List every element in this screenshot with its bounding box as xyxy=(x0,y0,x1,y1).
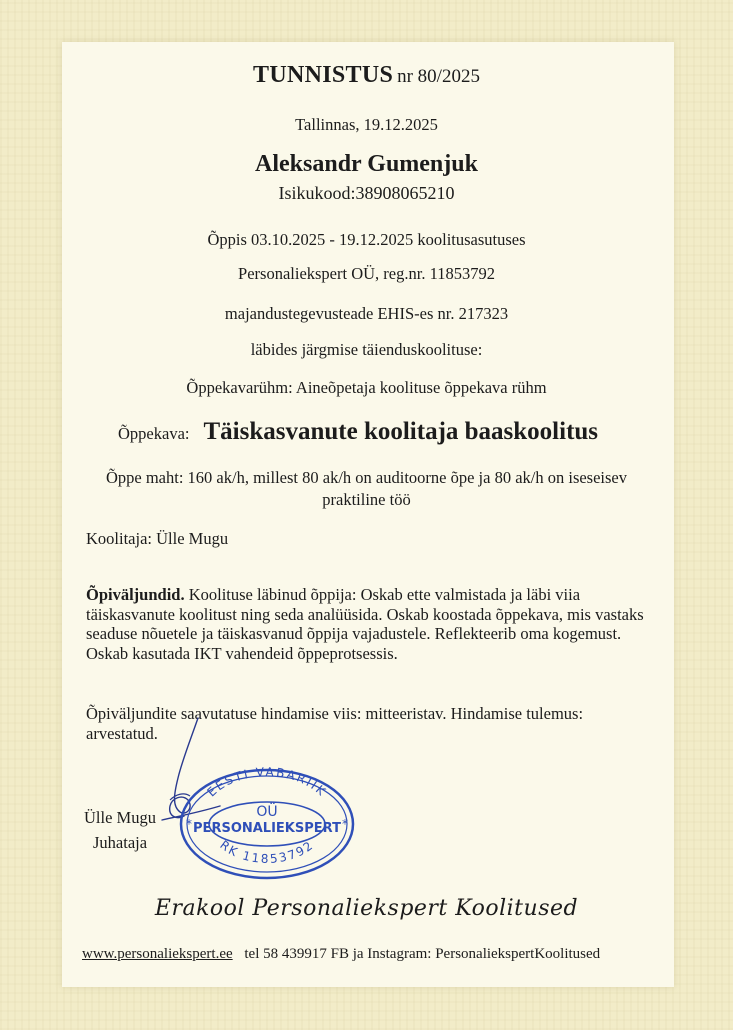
ehis-license: majandustegevusteade EHIS-es nr. 217323 xyxy=(224,304,509,323)
stamp-company-type: OÜ xyxy=(256,804,278,820)
trainer: Koolitaja: Ülle Mugu xyxy=(86,529,229,548)
school-brand: Erakool Personaliekspert Koolitused xyxy=(154,896,579,921)
svg-text:*: * xyxy=(342,817,348,831)
volume-line-1: Õppe maht: 160 ak/h, millest 80 ak/h on auditoorne õpe ja 80 ak/h on iseseisev xyxy=(105,468,628,487)
certificate-title: TUNNISTUS xyxy=(253,62,394,88)
personal-id-code: Isikukood:38908065210 xyxy=(278,183,455,203)
svg-text:EESTI VABARIIK xyxy=(204,765,329,800)
study-period: Õppis 03.10.2025 - 19.12.2025 koolitusasutuses xyxy=(207,230,526,249)
stamp-top-text: EESTI VABARIIK xyxy=(204,764,330,800)
signer-role: Juhataja xyxy=(93,833,148,852)
stamp-bottom-text: RK 11853792 xyxy=(217,837,317,866)
institution: Personaliekspert OÜ, reg.nr. 11853792 xyxy=(238,264,495,283)
svg-text:*: * xyxy=(186,817,192,831)
place-date: Tallinnas, 19.12.2025 xyxy=(295,115,438,134)
program-row xyxy=(118,418,598,446)
outcomes-label: Õpiväljundid. xyxy=(86,585,185,604)
contact-info: tel 58 439917 FB ja Instagram: PersonaliekspertKoolitused xyxy=(244,946,601,962)
certificate-number: nr 80/2025 xyxy=(397,66,480,87)
program-name: Täiskasvanute koolitaja baaskoolitus xyxy=(203,418,599,445)
completed-text: läbides järgmise täienduskoolituse: xyxy=(250,340,483,359)
program-label: Õppekava: xyxy=(118,424,190,443)
assessment: Õpiväljundite saavutatuse hindamise viis: mitteeristav. Hindamise tulemus: arvestatud. xyxy=(86,704,584,743)
learning-outcomes xyxy=(86,585,646,663)
outcomes-text: Koolituse läbinud õppija: Oskab ette valmistada ja läbi viia täiskasvanute koolitust ning seda analüüsida. Oskab koostada õppekava, mis vastaks seaduse nõuetele ja täiskasvanud õppija vajadustele. Reflekteerib oma kogemust. Oskab kasutada IKT vahendeid õppeprotsessis. xyxy=(86,585,644,663)
certificate-heading xyxy=(0,62,733,89)
company-stamp xyxy=(172,764,362,884)
website-link[interactable]: www.personaliekspert.ee xyxy=(82,946,233,962)
stamp-company-name: PERSONALIEKSPERT xyxy=(193,821,341,836)
person-name: Aleksandr Gumenjuk xyxy=(255,151,478,177)
signer-name: Ülle Mugu xyxy=(84,808,156,827)
volume-line-2: praktiline töö xyxy=(322,490,411,509)
footer-contacts xyxy=(82,946,600,963)
curriculum-group: Õppekavarühm: Aineõpetaja koolituse õppekava rühm xyxy=(186,378,547,397)
